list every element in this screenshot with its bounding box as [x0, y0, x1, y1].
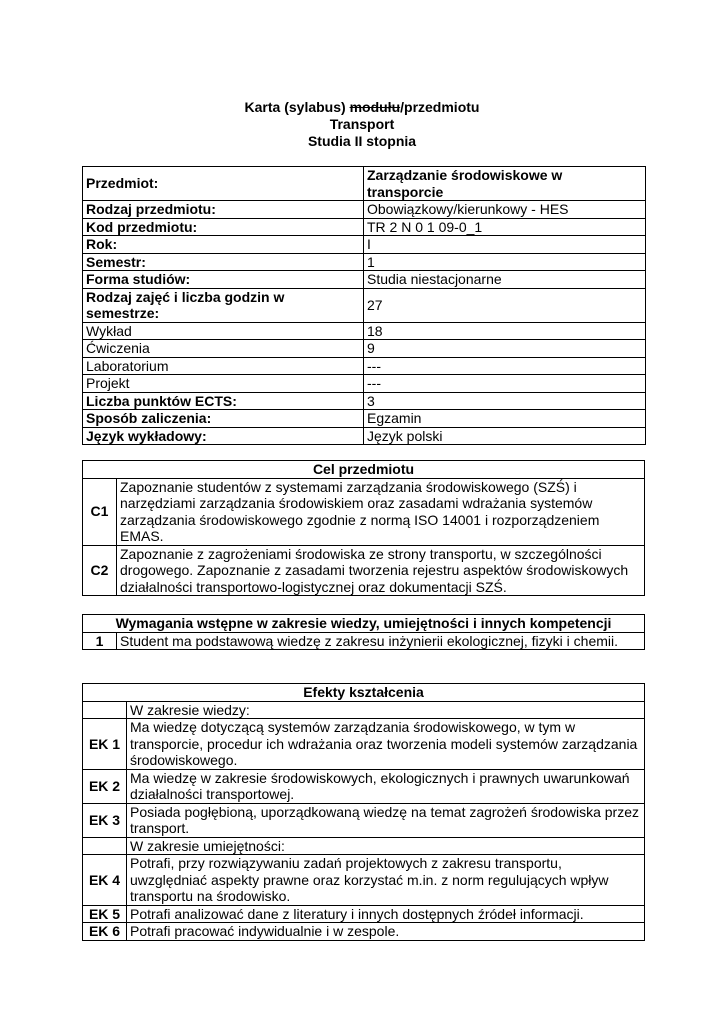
prerequisite-code: 1 [83, 632, 117, 650]
info-row [83, 357, 646, 375]
outcome-code: EK 6 [83, 923, 127, 941]
document-title [0, 99, 724, 150]
subsection-label: W zakresie wiedzy: [127, 701, 645, 719]
goal-text: Zapoznanie z zagrożeniami środowiska ze strony transportu, w szczególności drogowego. Zapoznanie z zasadami tworzenia rejestru aspektów środowiskowych działalności transportowo-logistycznej oraz dokumentacji SZŚ. [117, 545, 645, 596]
title-line-1: Karta (sylabus) modułu/przedmiotu [244, 99, 480, 115]
goal-code: C2 [83, 545, 117, 596]
outcome-code: EK 4 [83, 855, 127, 906]
info-value: I [364, 236, 646, 254]
info-label: Język wykładowy: [83, 427, 364, 445]
outcome-code: EK 2 [83, 769, 127, 803]
info-row [83, 410, 646, 428]
goal-text: Zapoznanie studentów z systemami zarządzania środowiskowego (SZŚ) i narzędziami zarządzania środowiskiem oraz zasadami wdrażania systemów zarządzania środowiskowego zgodnie z normą ISO 14001 i rozporządzeniem EMAS. [117, 478, 645, 545]
info-row [83, 253, 646, 271]
outcome-row [83, 923, 645, 941]
subsection-label: W zakresie umiejętności: [127, 837, 645, 855]
info-row [83, 218, 646, 236]
info-value: Obowiązkowy/kierunkowy - HES [364, 201, 646, 219]
outcome-text: Potrafi pracować indywidualnie i w zespole. [127, 923, 645, 941]
info-row [83, 271, 646, 289]
goal-row [83, 478, 645, 545]
outcome-row [83, 855, 645, 906]
info-value: Język polski [364, 427, 646, 445]
info-value: 27 [364, 288, 646, 322]
info-label: Semestr: [83, 253, 364, 271]
info-value: Studia niestacjonarne [364, 271, 646, 289]
learning-outcomes-table [82, 683, 645, 941]
info-row [83, 288, 646, 322]
info-value: 3 [364, 392, 646, 410]
info-value: 9 [364, 340, 646, 358]
info-label: Rodzaj przedmiotu: [83, 201, 364, 219]
info-label: Wykład [83, 322, 364, 340]
course-info-table [82, 166, 646, 445]
info-row [83, 340, 646, 358]
section-header-row [83, 684, 645, 702]
outcome-text: Potrafi analizować dane z literatury i innych dostępnych źródeł informacji. [127, 905, 645, 923]
info-value: --- [364, 357, 646, 375]
info-value: 18 [364, 322, 646, 340]
prerequisite-row [83, 632, 645, 650]
info-row [83, 375, 646, 393]
outcome-code: EK 3 [83, 803, 127, 837]
section-header-row [83, 615, 645, 633]
prerequisites-table [82, 614, 645, 650]
info-label: Przedmiot: [83, 167, 364, 201]
info-label: Projekt [83, 375, 364, 393]
goal-row [83, 545, 645, 596]
outcome-text: Potrafi, przy rozwiązywaniu zadań projektowych z zakresu transportu, uwzględniać aspekty prawne oraz korzystać m.in. z norm regulujących wpływ transportu na środowisko. [127, 855, 645, 906]
info-label: Rodzaj zajęć i liczba godzin w semestrze: [83, 288, 364, 322]
outcome-text: Posiada pogłębioną, uporządkowaną wiedzę na temat zagrożeń środowiska przez transport. [127, 803, 645, 837]
outcome-code: EK 1 [83, 719, 127, 770]
section-header: Wymagania wstępne w zakresie wiedzy, umiejętności i innych kompetencji [83, 615, 645, 633]
outcome-text: Ma wiedzę w zakresie środowiskowych, ekologicznych i prawnych uwarunkowań działalności transportowej. [127, 769, 645, 803]
outcome-text: Ma wiedzę dotyczącą systemów zarządzania środowiskowego, w tym w transporcie, procedur ich wdrażania oraz tworzenia modeli systemów zarządzania środowiskowego. [127, 719, 645, 770]
info-value: --- [364, 375, 646, 393]
title-line-2: Transport [329, 116, 395, 132]
info-row [83, 236, 646, 254]
info-label: Kod przedmiotu: [83, 218, 364, 236]
info-value: Zarządzanie środowiskowe w transporcie [364, 167, 646, 201]
info-label: Laboratorium [83, 357, 364, 375]
outcome-row [83, 769, 645, 803]
outcome-row [83, 719, 645, 770]
subsection-row [83, 701, 645, 719]
info-label: Liczba punktów ECTS: [83, 392, 364, 410]
info-value: Egzamin [364, 410, 646, 428]
info-label: Sposób zaliczenia: [83, 410, 364, 428]
outcome-code: EK 5 [83, 905, 127, 923]
info-row [83, 322, 646, 340]
outcome-row [83, 803, 645, 837]
info-row [83, 201, 646, 219]
info-label: Ćwiczenia [83, 340, 364, 358]
info-value: TR 2 N 0 1 09-0_1 [364, 218, 646, 236]
info-row [83, 167, 646, 201]
info-label: Rok: [83, 236, 364, 254]
section-header: Cel przedmiotu [83, 461, 645, 479]
course-goals-table [82, 460, 645, 596]
title-line-3: Studia II stopnia [307, 133, 417, 149]
goal-code: C1 [83, 478, 117, 545]
info-row [83, 392, 646, 410]
section-header-row [83, 461, 645, 479]
info-value: 1 [364, 253, 646, 271]
outcome-row [83, 905, 645, 923]
info-label: Forma studiów: [83, 271, 364, 289]
struck-word: modułu [349, 99, 401, 115]
info-row [83, 427, 646, 445]
subsection-row [83, 837, 645, 855]
prerequisite-text: Student ma podstawową wiedzę z zakresu inżynierii ekologicznej, fizyki i chemii. [117, 632, 645, 650]
section-header: Efekty kształcenia [83, 684, 645, 702]
